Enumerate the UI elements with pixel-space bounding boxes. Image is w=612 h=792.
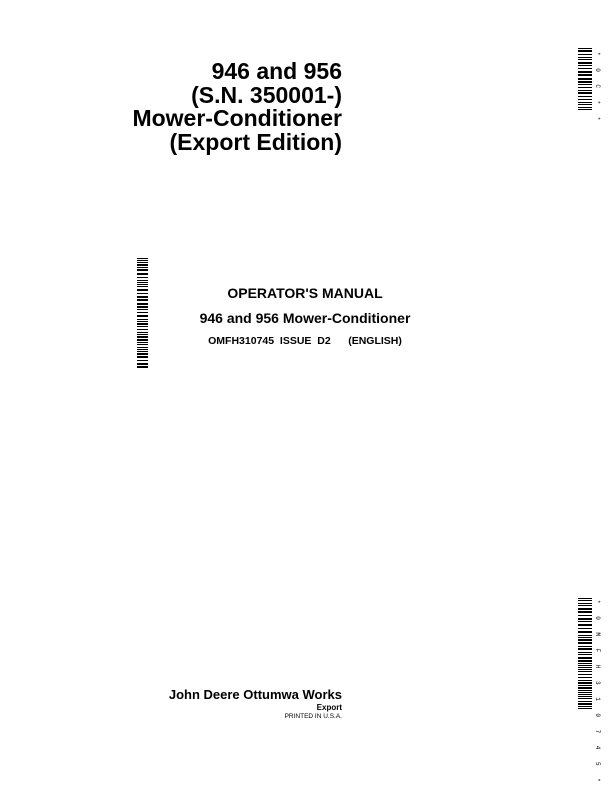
barcode-bar xyxy=(137,349,148,350)
barcode-bar xyxy=(578,57,592,58)
barcode-bar xyxy=(578,639,592,641)
manual-subtitle: 946 and 956 Mower-Conditioner xyxy=(199,310,411,326)
barcode-bar xyxy=(578,682,592,684)
barcode-bar xyxy=(578,104,592,105)
barcode-bar xyxy=(578,618,592,620)
manual-id: OMFH310745 ISSUE D2 (ENGLISH) xyxy=(208,335,402,347)
manual-heading: OPERATOR'S MANUAL xyxy=(227,285,383,301)
barcode-bar xyxy=(578,71,592,73)
barcode-bar xyxy=(578,692,592,693)
barcode-bar xyxy=(137,339,148,341)
barcode-bar xyxy=(578,102,592,103)
barcode-bar xyxy=(137,356,148,358)
barcode-bar xyxy=(137,282,148,283)
barcode-bar xyxy=(137,306,148,308)
barcode-bar xyxy=(137,363,148,365)
barcode-top-right-bars xyxy=(578,48,592,110)
barcode-bar xyxy=(137,329,148,330)
barcode-bar xyxy=(578,84,592,85)
barcode-bar xyxy=(578,74,592,76)
manual-info xyxy=(170,284,440,348)
barcode-bar xyxy=(578,608,592,610)
barcode-bar xyxy=(137,351,148,352)
barcode-bar xyxy=(578,694,592,695)
barcode-bar xyxy=(137,319,148,320)
barcode-bar xyxy=(578,687,592,689)
barcode-bar xyxy=(578,701,592,702)
barcode-bar xyxy=(137,326,148,327)
barcode-bar xyxy=(578,628,592,629)
title-serial-number: (S.N. 350001-) xyxy=(191,81,342,108)
barcode-bar xyxy=(137,267,148,268)
barcode-bar xyxy=(578,90,592,91)
barcode-bottom-right-text: * 0 M F H 3 1 0 7 4 5 * xyxy=(594,600,601,787)
footer-edition: Export xyxy=(316,703,342,712)
barcode-bar xyxy=(137,277,148,278)
barcode-bar xyxy=(578,81,592,83)
barcode-bar xyxy=(137,336,148,338)
barcode-bar xyxy=(578,615,592,616)
barcode-bar xyxy=(578,59,592,60)
barcode-bar xyxy=(137,280,148,281)
barcode-bar xyxy=(137,360,148,361)
barcode-bar xyxy=(578,680,592,681)
barcode-bar xyxy=(137,332,148,333)
barcode-bar xyxy=(137,303,148,305)
barcode-bar xyxy=(578,642,592,644)
barcode-bar xyxy=(578,660,592,662)
barcode-bar xyxy=(578,665,592,666)
barcode-bar xyxy=(578,667,592,668)
footer-company: John Deere Ottumwa Works xyxy=(168,687,342,702)
barcode-bar xyxy=(578,109,592,110)
barcode-left-bars xyxy=(137,258,148,370)
barcode-bar xyxy=(578,631,592,633)
barcode-bar xyxy=(578,78,592,80)
barcode-bar xyxy=(578,646,592,647)
barcode-bar xyxy=(137,260,148,261)
barcode-top-right xyxy=(578,48,592,110)
title-models: 946 and 956 xyxy=(211,58,342,84)
title-product: Mower-Conditioner xyxy=(132,105,342,131)
barcode-bar xyxy=(137,273,148,275)
barcode-bar xyxy=(578,62,592,64)
barcode-bottom-right-bars xyxy=(578,598,592,710)
barcode-bar xyxy=(137,264,148,266)
barcode-bar xyxy=(578,65,592,66)
barcode-bar xyxy=(137,289,148,291)
barcode-bar xyxy=(578,68,592,69)
cover-title xyxy=(132,60,342,154)
barcode-bar xyxy=(578,96,592,97)
barcode-bar xyxy=(137,366,148,368)
barcode-bar xyxy=(137,309,148,310)
barcode-bar xyxy=(578,654,592,655)
barcode-bar xyxy=(578,107,592,108)
barcode-bar xyxy=(578,50,592,52)
barcode-bar xyxy=(137,269,148,271)
barcode-bar xyxy=(578,621,592,622)
barcode-bar xyxy=(578,611,592,613)
barcode-bar xyxy=(137,353,148,355)
barcode-bar xyxy=(578,605,592,606)
barcode-bar xyxy=(137,262,148,263)
barcode-bar xyxy=(137,315,148,317)
barcode-bar xyxy=(578,99,592,100)
barcode-bar xyxy=(578,674,592,675)
footer xyxy=(169,687,342,721)
barcode-left xyxy=(137,258,148,370)
barcode-bar xyxy=(137,344,148,345)
barcode-bar xyxy=(578,648,592,650)
barcode-bar xyxy=(578,690,592,691)
barcode-bar xyxy=(578,671,592,672)
barcode-bar xyxy=(578,696,592,697)
barcode-bar xyxy=(578,706,592,707)
barcode-bar xyxy=(578,603,592,604)
barcode-bar xyxy=(578,637,592,638)
barcode-bar xyxy=(578,663,592,664)
barcode-bar xyxy=(578,600,592,601)
barcode-bar xyxy=(137,323,148,325)
barcode-bar xyxy=(578,87,592,88)
barcode-bar xyxy=(137,296,148,298)
barcode-bar xyxy=(578,48,592,49)
barcode-bar xyxy=(578,652,592,653)
barcode-bar xyxy=(578,635,592,636)
barcode-bar xyxy=(578,708,592,709)
barcode-bar xyxy=(137,312,148,313)
barcode-bar xyxy=(137,342,148,343)
barcode-bar xyxy=(137,347,148,348)
barcode-bar xyxy=(578,54,592,55)
barcode-bar xyxy=(137,293,148,294)
barcode-bar xyxy=(137,299,148,301)
barcode-bar xyxy=(578,698,592,699)
barcode-bar xyxy=(137,284,148,285)
barcode-top-right-text: * 0 C * * xyxy=(594,52,601,125)
barcode-bar xyxy=(578,703,592,705)
barcode-bar xyxy=(578,669,592,670)
title-edition: (Export Edition) xyxy=(169,128,342,155)
barcode-bar xyxy=(578,92,592,94)
barcode-bar xyxy=(137,286,148,287)
barcode-bar xyxy=(578,657,592,659)
barcode-bar xyxy=(578,598,592,599)
barcode-bottom-right xyxy=(578,598,592,710)
barcode-bar xyxy=(578,685,592,686)
barcode-bar xyxy=(137,321,148,322)
barcode-bar xyxy=(137,334,148,335)
footer-printed: PRINTED IN U.S.A. xyxy=(284,713,342,720)
barcode-bar xyxy=(578,624,592,626)
barcode-bar xyxy=(137,258,148,259)
barcode-bar xyxy=(578,677,592,678)
